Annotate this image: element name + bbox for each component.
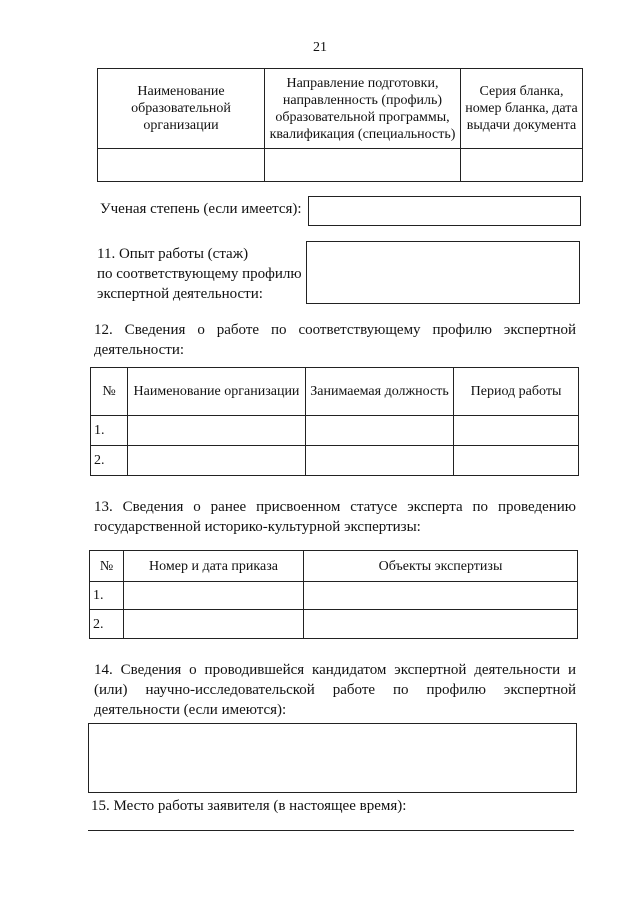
work-cell-period[interactable] — [454, 446, 579, 476]
expert-status-heading-line: 13. Сведения о ранее присвоенном статусе эксперта по проведению — [94, 499, 576, 515]
education-cell-document[interactable] — [461, 149, 583, 182]
expert-status-heading — [94, 497, 576, 537]
expert-status-table — [89, 550, 578, 639]
status-cell-order[interactable] — [124, 582, 304, 610]
degree-input-box[interactable] — [308, 196, 581, 226]
research-heading — [94, 660, 576, 720]
work-cell-org[interactable] — [128, 446, 306, 476]
page-number: 21 — [313, 40, 327, 55]
status-cell-order[interactable] — [124, 610, 304, 639]
research-heading-line: деятельности (если имеются): — [94, 702, 287, 718]
research-heading-line: (или) научно-исследовательской работе по профилю экспертной — [94, 682, 576, 698]
experience-label-line: экспертной деятельности: — [97, 286, 263, 302]
experience-input-box[interactable] — [306, 241, 580, 304]
workplace-label: 15. Место работы заявителя (в настоящее время): — [91, 798, 407, 814]
work-section-heading-line: деятельности: — [94, 342, 185, 358]
education-header-direction: Направление подготовки, направленность (профиль) образовательной программы, квалификация (специальность) — [265, 69, 461, 149]
experience-label-line: по соответствующему профилю — [97, 266, 302, 282]
education-header-org: Наименование образовательной организации — [98, 69, 265, 149]
work-cell-period[interactable] — [454, 416, 579, 446]
work-section-heading-line: 12. Сведения о работе по соответствующему профилю экспертной — [94, 322, 576, 338]
status-cell-objects[interactable] — [304, 582, 578, 610]
workplace-input-line[interactable] — [88, 830, 574, 831]
work-section-heading — [94, 320, 576, 360]
work-header-position: Занимаемая должность — [306, 368, 454, 416]
work-row-number: 1. — [91, 416, 128, 446]
status-cell-objects[interactable] — [304, 610, 578, 639]
status-header-order: Номер и дата приказа — [124, 551, 304, 582]
expert-status-heading-line: государственной историко-культурной экспертизы: — [94, 519, 421, 535]
work-header-org: Наименование организации — [128, 368, 306, 416]
research-input-box[interactable] — [88, 723, 577, 793]
work-header-number: № — [91, 368, 128, 416]
status-header-number: № — [90, 551, 124, 582]
research-heading-line: 14. Сведения о проводившейся кандидатом экспертной деятельности и — [94, 662, 576, 678]
education-cell-org[interactable] — [98, 149, 265, 182]
work-header-period: Период работы — [454, 368, 579, 416]
work-table — [90, 367, 579, 476]
status-header-objects: Объекты экспертизы — [304, 551, 578, 582]
degree-label: Ученая степень (если имеется): — [100, 201, 302, 217]
status-row-number: 1. — [90, 582, 124, 610]
education-table — [97, 68, 583, 182]
education-cell-direction[interactable] — [265, 149, 461, 182]
work-cell-position[interactable] — [306, 416, 454, 446]
work-row-number: 2. — [91, 446, 128, 476]
work-cell-position[interactable] — [306, 446, 454, 476]
experience-label — [97, 244, 302, 304]
status-row-number: 2. — [90, 610, 124, 639]
education-header-document: Серия бланка, номер бланка, дата выдачи документа — [461, 69, 583, 149]
work-cell-org[interactable] — [128, 416, 306, 446]
experience-label-line: 11. Опыт работы (стаж) — [97, 246, 249, 262]
